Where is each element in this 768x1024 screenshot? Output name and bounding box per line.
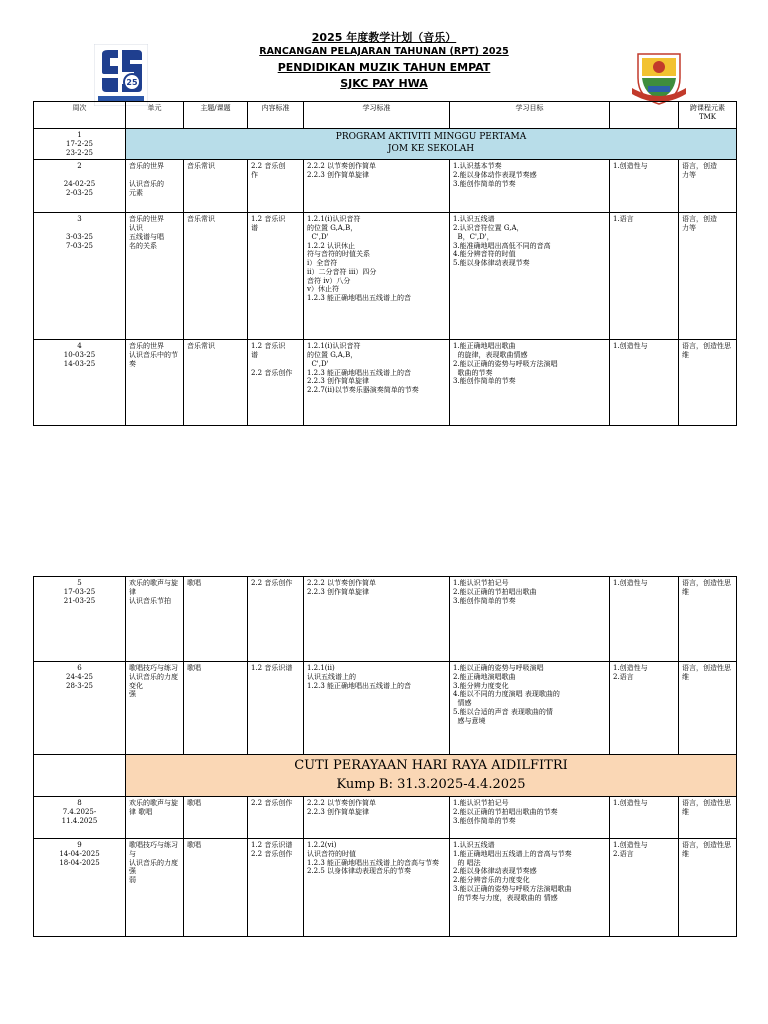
learning-standard-cell: 2.2.2 以节奏创作简单 2.2.3 创作简单旋律	[304, 577, 450, 662]
tmk-cell: 语言，创造 力等	[679, 160, 737, 213]
col-header-tmk: 跨课程元素 TMK	[679, 102, 737, 129]
unit-cell: 歌唱技巧与练习 认识音乐的力度变化 强	[126, 662, 184, 755]
table-row	[34, 755, 737, 797]
content-standard-cell: 1.2 音乐识 谱 2.2 音乐创作	[248, 340, 304, 426]
table-row	[34, 839, 737, 937]
tmk-cell: 语言，创造性思维	[679, 577, 737, 662]
content-standard-cell: 1.2 音乐识谱	[248, 662, 304, 755]
learning-standard-cell: 2.2.2 以节奏创作简单 2.2.3 创作简单旋律	[304, 797, 450, 839]
doc-school: SJKC PAY HWA	[340, 77, 428, 90]
holiday-banner: PROGRAM AKTIVITI MINGGU PERTAMA JOM KE SEKOLAH	[126, 129, 737, 160]
table-row	[34, 160, 737, 213]
learning-standard-cell: 1.2.1(i)认识音符 的位置 G,A,B， C',D' 1.2.2 认识休止 符与音符的时值关系 i）全音符 ii）二分音符 iii）四分 音符 iv）八分 v）休止符 1.2.3 能正确地唱出五线谱上的音	[304, 213, 450, 340]
tmk-cell: 语言，创造性思维	[679, 662, 737, 755]
content-standard-cell: 1.2 音乐识 谱	[248, 213, 304, 340]
doc-subtitle-rpt: RANCANGAN PELAJARAN TAHUNAN (RPT) 2025	[259, 46, 509, 57]
tmk-cell: 语言，创造性思维	[679, 839, 737, 937]
cross-element-cell: 1.创造性与	[610, 160, 679, 213]
topic-cell: 音乐常识	[184, 160, 248, 213]
table-row	[34, 577, 737, 662]
table-row	[34, 213, 737, 340]
school-crest-icon	[630, 48, 688, 108]
table-header-row	[34, 102, 737, 129]
week-cell: 3 3-03-25 7-03-25	[34, 213, 126, 340]
rpt-table-page1	[33, 101, 737, 426]
topic-cell: 歌唱	[184, 577, 248, 662]
learning-standard-cell: 1.2.1(i)认识音符 的位置 G,A,B， C',D' 1.2.3 能正确地唱出五线谱上的音 2.2.3 创作简单旋律 2.2.7(ii)以节奏乐器演奏简单的节奏	[304, 340, 450, 426]
tmk-cell: 语言，创造性思维	[679, 340, 737, 426]
tmk-cell: 语言，创造性思维	[679, 797, 737, 839]
col-header-objective: 学习目标	[450, 102, 610, 129]
learning-standard-cell: 1.2.2(vi) 认识音符的时值 1.2.3 能正确地唱出五线谱上的音高与节奏 2.2.5 以身体律动表现音乐的节奏	[304, 839, 450, 937]
week-cell: 8 7.4.2025- 11.4.2025	[34, 797, 126, 839]
holiday-banner: CUTI PERAYAAN HARI RAYA AIDILFITRI Kump B: 31.3.2025-4.4.2025	[126, 755, 737, 797]
topic-cell: 歌唱	[184, 839, 248, 937]
unit-cell: 歌唱技巧与练习与 认识音乐的力度 强 弱	[126, 839, 184, 937]
rpt-table-page2	[33, 576, 737, 937]
col-header-unit: 单元	[126, 102, 184, 129]
cross-element-cell: 1.创造性与	[610, 577, 679, 662]
doc-subject: PENDIDIKAN MUZIK TAHUN EMPAT	[277, 61, 491, 74]
cross-element-cell: 1.语言	[610, 213, 679, 340]
topic-cell: 歌唱	[184, 797, 248, 839]
tmk-cell: 语言，创造 力等	[679, 213, 737, 340]
objective-cell: 1.能认识节拍记号 2.能以正确的节拍唱出歌曲 3.能创作简单的节奏	[450, 577, 610, 662]
week-cell: 6 24-4-25 28-3-25	[34, 662, 126, 755]
svg-text:25: 25	[126, 78, 138, 87]
unit-cell: 欢乐的歌声与旋 律 歌唱	[126, 797, 184, 839]
week-cell: 4 10-03-25 14-03-25	[34, 340, 126, 426]
week-cell: 1 17-2-25 23-2-25	[34, 129, 126, 160]
topic-cell: 音乐常识	[184, 213, 248, 340]
objective-cell: 1.认识五线谱 1.能正确地唱出五线谱上的音高与节奏 的 唱法 2.能以身体律动表现节奏感 2.能分辨音乐的力度变化 3.能以正确的姿势与呼吸方法演唱歌曲 的节奏与力度，表现歌曲的 情感	[450, 839, 610, 937]
cross-element-cell: 1.创造性与	[610, 340, 679, 426]
col-header-content-standard: 内容标准	[248, 102, 304, 129]
learning-standard-cell: 2.2.2 以节奏创作简单 2.2.3 创作简单旋律	[304, 160, 450, 213]
objective-cell: 1.能以正确的姿势与呼吸演唱 2.能正确地演唱歌曲 3.能分辨力度变化 4.能以不同的力度演唱 表现歌曲的 情感 5.能以合适的声音 表现歌曲的情 感与意境	[450, 662, 610, 755]
week-cell: 2 24-02-25 2-03-25	[34, 160, 126, 213]
topic-cell: 歌唱	[184, 662, 248, 755]
objective-cell: 1.能认识节拍记号 2.能以正确的节拍唱出歌曲的节奏 3.能创作简单的节奏	[450, 797, 610, 839]
unit-cell: 音乐的世界 认识音乐中的节奏	[126, 340, 184, 426]
ministry-logo-icon	[94, 44, 148, 106]
table-row	[34, 340, 737, 426]
unit-cell: 音乐的世界 认识 五线谱与唱 名的关系	[126, 213, 184, 340]
unit-cell: 欢乐的歌声与旋律 认识音乐节拍	[126, 577, 184, 662]
doc-title: 2025 年度教学计划（音乐）	[311, 31, 457, 44]
table-row	[34, 797, 737, 839]
cross-element-cell: 1.创造性与 2.语言	[610, 839, 679, 937]
col-header-blank	[610, 102, 679, 129]
objective-cell: 1.认识五线谱 2.认识音符位置 G,A， B，C',D'， 3.能准确地唱出高低不同的音高 4.能分辨音符的时值 5.能以身体律动表现节奏	[450, 213, 610, 340]
cross-element-cell: 1.创造性与 2.语言	[610, 662, 679, 755]
content-standard-cell: 2.2 音乐创作	[248, 577, 304, 662]
unit-cell: 音乐的世界 认识音乐的 元素	[126, 160, 184, 213]
week-cell: 5 17-03-25 21-03-25	[34, 577, 126, 662]
objective-cell: 1.能正确地唱出歌曲 的旋律，表现歌曲情感 2.能以正确的姿势与呼吸方法演唱 歌曲的节奏 3.能创作简单的节奏	[450, 340, 610, 426]
objective-cell: 1.认识基本节奏 2.能以身体动作表现节奏感 3.能创作简单的节奏	[450, 160, 610, 213]
week-cell: 9 14-04-2025 18-04-2025	[34, 839, 126, 937]
content-standard-cell: 2.2 音乐创作	[248, 797, 304, 839]
topic-cell: 音乐常识	[184, 340, 248, 426]
content-standard-cell: 2.2 音乐创 作	[248, 160, 304, 213]
table-row	[34, 662, 737, 755]
week-cell	[34, 755, 126, 797]
content-standard-cell: 1.2 音乐识谱 2.2 音乐创作	[248, 839, 304, 937]
col-header-week: 周次	[34, 102, 126, 129]
col-header-topic: 主题/课题	[184, 102, 248, 129]
col-header-learning-standard: 学习标准	[304, 102, 450, 129]
table-row	[34, 129, 737, 160]
cross-element-cell: 1.创造性与	[610, 797, 679, 839]
learning-standard-cell: 1.2.1(ii) 认识五线谱上的 1.2.3 能正确地唱出五线谱上的音	[304, 662, 450, 755]
